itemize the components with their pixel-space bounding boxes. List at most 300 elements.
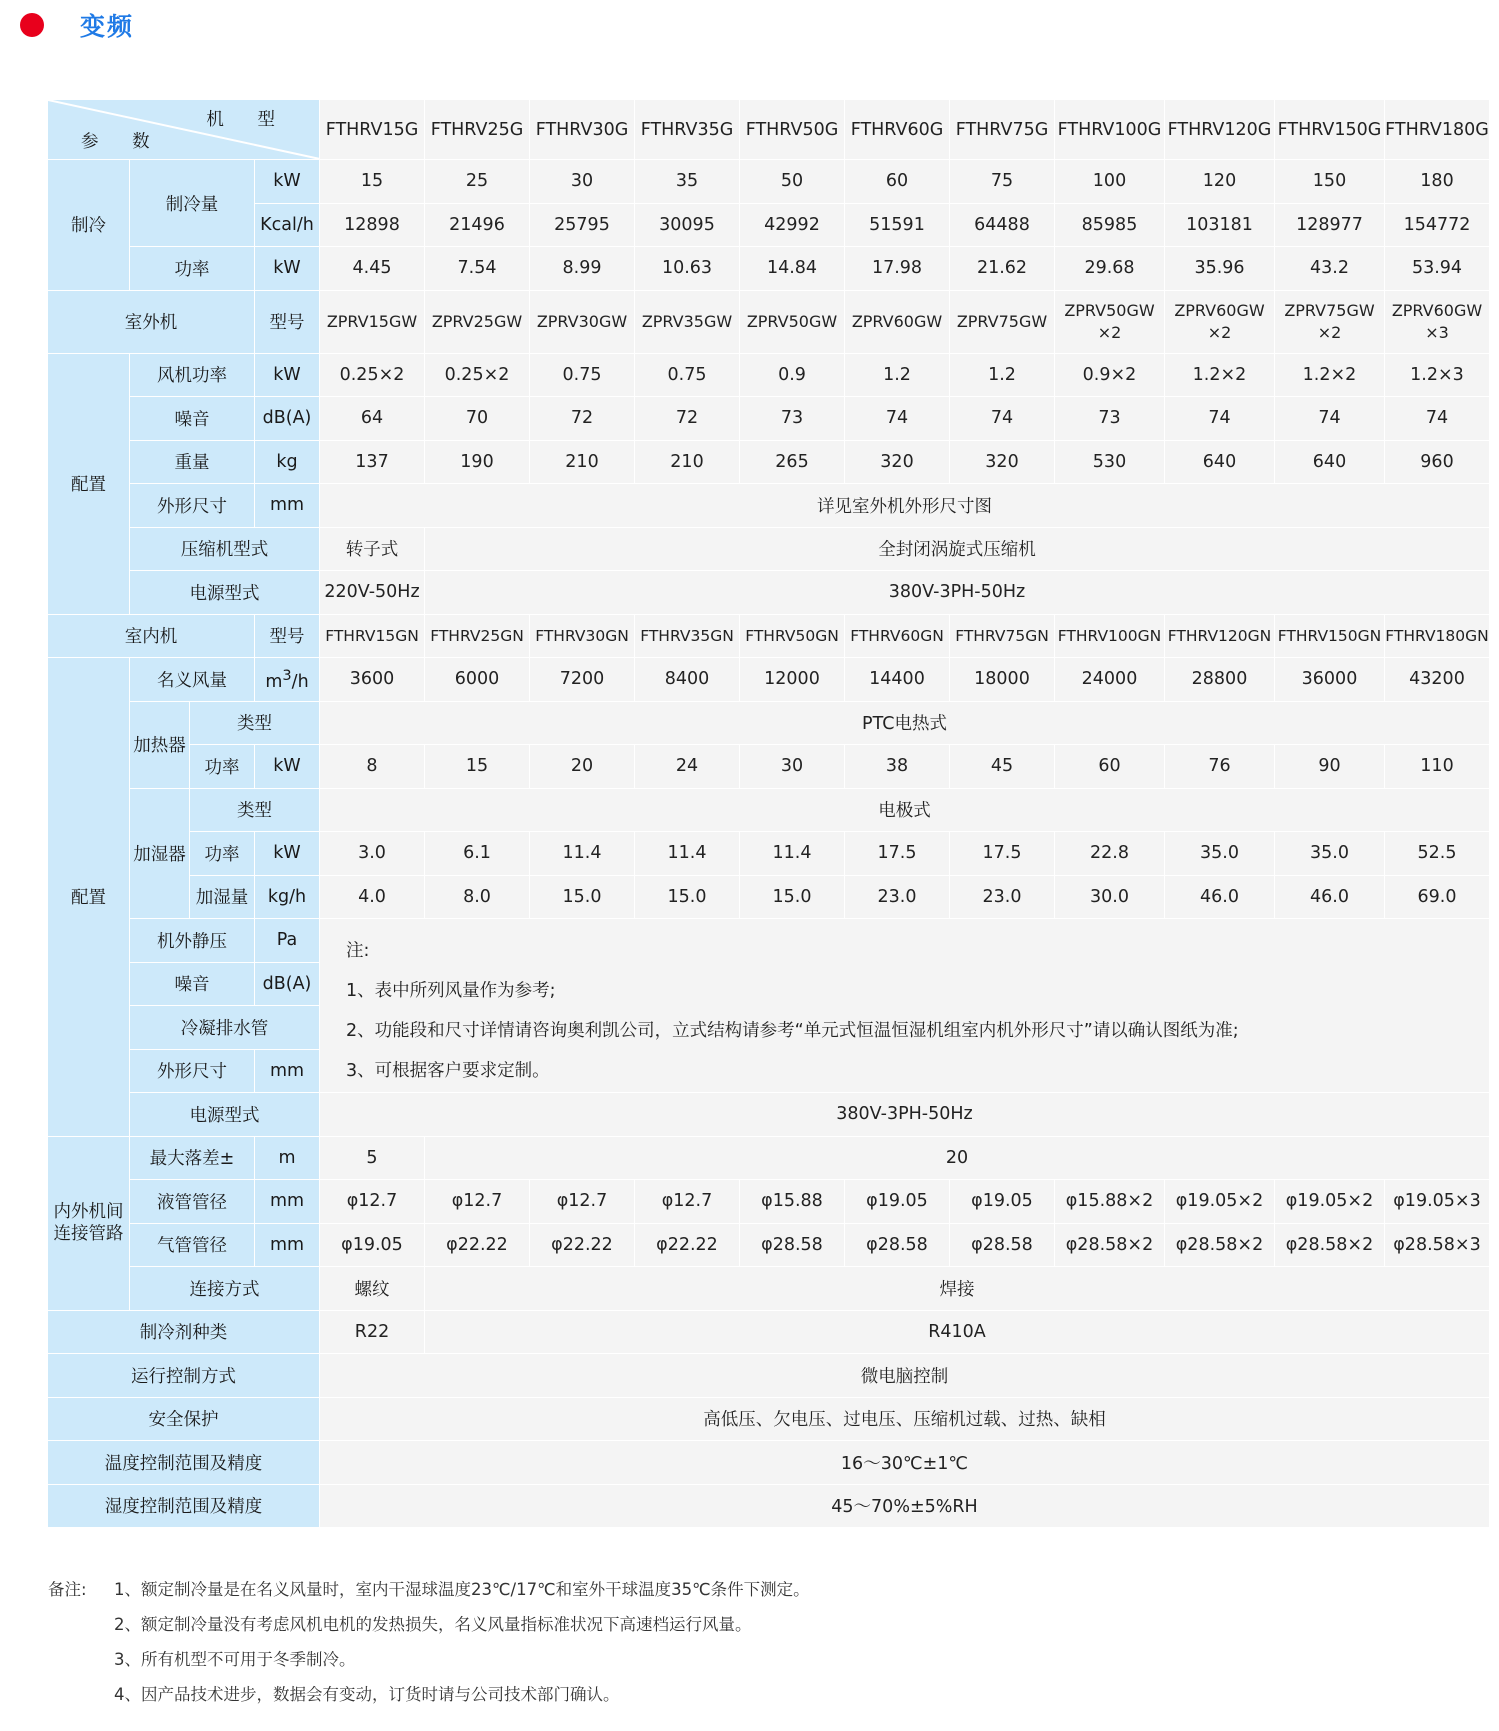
compressor-label: 压缩机型式 [130,528,320,572]
table-cell: 0.9 [740,354,845,398]
table-cell: 转子式 [320,528,425,572]
unit-mm: mm [255,484,320,528]
indoor-power-supply-row [48,1093,1490,1137]
unit-dba: dB(A) [255,397,320,441]
cooling-capacity-kw-row [48,160,1490,204]
humidifier-amount-row [48,876,1490,920]
table-cell: 220V-50Hz [320,571,425,615]
table-cell: 210 [635,441,740,485]
table-cell: 0.75 [635,354,740,398]
model-name: FTHRV180G [1385,100,1490,160]
temp-control-label: 温度控制范围及精度 [48,1441,320,1485]
safety-value: 高低压、欠电压、过电压、压缩机过载、过热、缺相 [320,1398,1490,1442]
table-cell: 6.1 [425,832,530,876]
model-name: FTHRV15G [320,100,425,160]
table-cell: 960 [1385,441,1490,485]
indoor-model: FTHRV30GN [530,615,635,659]
indoor-model: FTHRV120GN [1165,615,1275,659]
table-cell: 6000 [425,658,530,702]
remark-item: 3、所有机型不可用于冬季制冷。 [114,1649,356,1669]
table-cell: 18000 [950,658,1055,702]
table-cell: 530 [1055,441,1165,485]
outdoor-model-name: ZPRV60GW [1391,300,1483,320]
unit-superscript: 3 [282,666,292,684]
notes-title: 注: [346,941,370,961]
table-cell: φ22.22 [530,1224,635,1268]
outdoor-dims-row [48,484,1490,528]
table-cell: 29.68 [1055,247,1165,291]
heater-type-row [48,702,1490,746]
table-cell: 74 [845,397,950,441]
notes-block [346,919,1489,1091]
table-cell: 7200 [530,658,635,702]
indoor-model: FTHRV150GN [1275,615,1385,659]
table-cell: 焊接 [425,1267,1490,1311]
cooling-power-row [48,247,1490,291]
table-cell: 265 [740,441,845,485]
table-cell: φ12.7 [425,1180,530,1224]
table-cell: 90 [1275,745,1385,789]
table-cell: φ28.58×3 [1385,1224,1490,1268]
drain-label: 冷凝排水管 [130,1006,320,1050]
table-cell: φ15.88×2 [1055,1180,1165,1224]
remark-row [48,1640,810,1675]
safety-label: 安全保护 [48,1398,320,1442]
outdoor-fan-power-row [48,354,1490,398]
table-cell: R22 [320,1311,425,1355]
unit-airflow [255,658,320,702]
unit-kw: kW [255,354,320,398]
outdoor-model: ZPRV75GW [950,291,1055,354]
table-cell: 11.4 [740,832,845,876]
humidity-control-label: 湿度控制范围及精度 [48,1485,320,1529]
remark-row [48,1605,810,1640]
refrigerant-label: 制冷剂种类 [48,1311,320,1355]
table-cell: 14400 [845,658,950,702]
table-cell: 20 [530,745,635,789]
table-cell: 25 [425,160,530,204]
table-cell: 23.0 [845,876,950,920]
heater-power-label: 功率 [190,745,255,789]
indoor-model: FTHRV25GN [425,615,530,659]
table-cell: 46.0 [1165,876,1275,920]
outdoor-model: ZPRV35GW [635,291,740,354]
diagonal-header-cell [48,100,320,160]
refrigerant-row [48,1311,1490,1355]
table-cell: φ19.05×2 [1275,1180,1385,1224]
outdoor-model [1275,291,1385,354]
table-cell: 0.25×2 [320,354,425,398]
indoor-model-row [48,615,1490,659]
table-cell: 210 [530,441,635,485]
dims-value: 详见室外机外形尺寸图 [320,484,1490,528]
table-cell: 0.25×2 [425,354,530,398]
table-cell: 21496 [425,204,530,248]
hum-type-value: 电极式 [320,789,1490,833]
table-cell: 0.9×2 [1055,354,1165,398]
table-cell: 11.4 [635,832,740,876]
outdoor-model-name: ZPRV60GW [1174,300,1265,320]
table-cell: 4.0 [320,876,425,920]
table-cell: 73 [1055,397,1165,441]
indoor-model: FTHRV60GN [845,615,950,659]
model-label: 型号 [255,615,320,659]
model-name: FTHRV60G [845,100,950,160]
unit-tail: /h [291,671,309,692]
table-cell: 24 [635,745,740,789]
indoor-unit-label: 室内机 [48,615,255,659]
humidifier-label: 加湿器 [130,789,190,920]
gas-pipe-row [48,1224,1490,1268]
table-cell: 74 [1275,397,1385,441]
table-cell: 51591 [845,204,950,248]
hum-amount-label: 加湿量 [190,876,255,920]
table-cell: φ19.05 [845,1180,950,1224]
table-cell: 30095 [635,204,740,248]
remark-item: 4、因产品技术进步，数据会有变动，订货时请与公司技术部门确认。 [114,1684,620,1704]
model-label: 机 型 [206,110,289,130]
table-cell: 38 [845,745,950,789]
outdoor-noise-row [48,397,1490,441]
humidifier-power-row [48,832,1490,876]
table-cell: 74 [1165,397,1275,441]
model-name: FTHRV75G [950,100,1055,160]
heater-label: 加热器 [130,702,190,789]
unit-mm: mm [255,1180,320,1224]
table-cell: 43200 [1385,658,1490,702]
outdoor-model-name: ZPRV50GW [1064,300,1155,320]
table-cell: 640 [1275,441,1385,485]
noise-label: 噪音 [130,397,255,441]
unit-base: m [265,671,283,692]
outdoor-model [1165,291,1275,354]
table-cell: 60 [845,160,950,204]
table-cell: 30.0 [1055,876,1165,920]
table-cell: 46.0 [1275,876,1385,920]
table-cell: 120 [1165,160,1275,204]
red-dot-icon [20,13,44,37]
outdoor-model-row [48,291,1490,354]
table-cell: 69.0 [1385,876,1490,920]
table-cell: 15.0 [530,876,635,920]
cooling-capacity-kcal-row [48,204,1490,248]
spec-table [48,100,1490,1528]
unit-pa: Pa [255,919,320,963]
table-cell: 3.0 [320,832,425,876]
table-cell: 17.5 [950,832,1055,876]
unit-kg: kg [255,441,320,485]
table-cell: 15.0 [740,876,845,920]
remark-row [48,1675,810,1710]
control-row [48,1354,1490,1398]
model-label: 型号 [255,291,320,354]
table-cell: 180 [1385,160,1490,204]
remark-row [48,1570,810,1605]
table-cell: 35.96 [1165,247,1275,291]
table-cell: 23.0 [950,876,1055,920]
humidifier-type-row [48,789,1490,833]
table-cell: φ19.05×2 [1165,1180,1275,1224]
fan-power-label: 风机功率 [130,354,255,398]
weight-label: 重量 [130,441,255,485]
unit-kw: kW [255,832,320,876]
liquid-pipe-label: 液管管径 [130,1180,255,1224]
unit-mm: mm [255,1224,320,1268]
humidity-control-value: 45～70%±5%RH [320,1485,1490,1529]
control-value: 微电脑控制 [320,1354,1490,1398]
remark-item: 2、额定制冷量没有考虑风机电机的发热损失，名义风量指标准状况下高速档运行风量。 [114,1614,752,1634]
table-cell: 17.5 [845,832,950,876]
outdoor-model-multiplier: ×3 [1425,322,1449,342]
table-cell: 72 [635,397,740,441]
table-cell: 380V-3PH-50Hz [425,571,1490,615]
section-header [20,5,134,45]
table-cell: 35.0 [1165,832,1275,876]
table-cell: φ19.05 [320,1224,425,1268]
table-cell: 85985 [1055,204,1165,248]
table-cell: 25795 [530,204,635,248]
unit-mm: mm [255,1050,320,1094]
indoor-model: FTHRV35GN [635,615,740,659]
outdoor-config-label: 配置 [48,354,130,615]
table-cell: φ28.58×2 [1055,1224,1165,1268]
indoor-config-label: 配置 [48,658,130,1137]
table-cell: 100 [1055,160,1165,204]
indoor-model: FTHRV100GN [1055,615,1165,659]
table-cell: φ28.58 [950,1224,1055,1268]
table-cell: 72 [530,397,635,441]
table-cell: φ28.58 [740,1224,845,1268]
table-cell: 128977 [1275,204,1385,248]
indoor-model: FTHRV180GN [1385,615,1490,659]
notes-cell [320,919,1490,1093]
param-label: 参 数 [81,132,164,152]
unit-m: m [255,1137,320,1181]
table-cell: 15.0 [635,876,740,920]
table-cell: 42992 [740,204,845,248]
table-cell: 50 [740,160,845,204]
table-cell: 150 [1275,160,1385,204]
outdoor-model: ZPRV50GW [740,291,845,354]
safety-row [48,1398,1490,1442]
liquid-pipe-row [48,1180,1490,1224]
table-cell: 14.84 [740,247,845,291]
table-cell: 30 [530,160,635,204]
noise-label: 噪音 [130,963,255,1007]
indoor-model: FTHRV15GN [320,615,425,659]
table-cell: 320 [845,441,950,485]
outdoor-model-multiplier: ×2 [1207,322,1232,342]
humidity-control-row [48,1485,1490,1529]
table-cell: 3600 [320,658,425,702]
dims-label: 外形尺寸 [130,484,255,528]
indoor-model: FTHRV75GN [950,615,1055,659]
outdoor-model-multiplier: ×2 [1317,322,1342,342]
table-cell: φ19.05×3 [1385,1180,1490,1224]
unit-kw: kW [255,247,320,291]
temp-control-row [48,1441,1490,1485]
table-cell: 320 [950,441,1055,485]
table-cell: 20 [425,1137,1490,1181]
outdoor-model-name: ZPRV75GW [1284,300,1375,320]
airflow-row [48,658,1490,702]
section-title: 变频 [80,12,135,41]
table-cell: 75 [950,160,1055,204]
remarks-block [48,1570,810,1710]
outdoor-weight-row [48,441,1490,485]
table-cell: 64488 [950,204,1055,248]
table-cell: 全封闭涡旋式压缩机 [425,528,1490,572]
table-cell: 36000 [1275,658,1385,702]
table-cell: 1.2×2 [1275,354,1385,398]
indoor-model: FTHRV50GN [740,615,845,659]
control-label: 运行控制方式 [48,1354,320,1398]
airflow-label: 名义风量 [130,658,255,702]
table-cell: 17.98 [845,247,950,291]
table-cell: 1.2 [845,354,950,398]
table-cell: 137 [320,441,425,485]
table-cell: 22.8 [1055,832,1165,876]
outdoor-unit-label: 室外机 [48,291,255,354]
table-cell: 35.0 [1275,832,1385,876]
table-cell: 640 [1165,441,1275,485]
table-cell: 53.94 [1385,247,1490,291]
table-cell: 4.45 [320,247,425,291]
table-cell: 21.62 [950,247,1055,291]
table-cell: 64 [320,397,425,441]
note-item: 1、表中所列风量作为参考; [346,981,556,1001]
power-supply-value: 380V-3PH-50Hz [320,1093,1490,1137]
temp-control-value: 16～30℃±1℃ [320,1441,1490,1485]
table-cell: φ15.88 [740,1180,845,1224]
unit-kw: kW [255,745,320,789]
model-name: FTHRV30G [530,100,635,160]
table-cell: 螺纹 [320,1267,425,1311]
hum-type-label: 类型 [190,789,320,833]
table-cell: 60 [1055,745,1165,789]
model-name: FTHRV35G [635,100,740,160]
note-item: 2、功能段和尺寸详情请咨询奥利凯公司，立式结构请参考“单元式恒温恒湿机组室内机外形尺寸”请以确认图纸为准; [346,1021,1239,1041]
table-cell: 28800 [1165,658,1275,702]
cooling-capacity-label: 制冷量 [130,160,255,247]
heater-type-value: PTC电热式 [320,702,1490,746]
remark-item: 1、额定制冷量是在名义风量时，室内干湿球温度23℃/17℃和室外干球温度35℃条件下测定。 [114,1579,810,1599]
table-cell: 5 [320,1137,425,1181]
gas-pipe-label: 气管管径 [130,1224,255,1268]
outdoor-model: ZPRV25GW [425,291,530,354]
table-cell: φ28.58×2 [1165,1224,1275,1268]
table-cell: 8.0 [425,876,530,920]
table-cell: 11.4 [530,832,635,876]
table-cell: 12000 [740,658,845,702]
table-cell: 1.2×3 [1385,354,1490,398]
power-supply-label: 电源型式 [130,1093,320,1137]
unit-kgh: kg/h [255,876,320,920]
table-cell: 1.2 [950,354,1055,398]
max-drop-row [48,1137,1490,1181]
max-drop-label: 最大落差± [130,1137,255,1181]
connection-label: 连接方式 [130,1267,320,1311]
outdoor-model [1055,291,1165,354]
outdoor-model: ZPRV15GW [320,291,425,354]
static-pressure-row [48,919,1490,963]
table-cell: 70 [425,397,530,441]
compressor-row [48,528,1490,572]
table-cell: 103181 [1165,204,1275,248]
table-cell: 45 [950,745,1055,789]
table-cell: 110 [1385,745,1490,789]
table-cell: φ22.22 [425,1224,530,1268]
table-cell: 8400 [635,658,740,702]
table-cell: φ12.7 [530,1180,635,1224]
model-name: FTHRV120G [1165,100,1275,160]
table-cell: φ12.7 [635,1180,740,1224]
table-cell: φ28.58 [845,1224,950,1268]
outdoor-model: ZPRV30GW [530,291,635,354]
table-cell: 8 [320,745,425,789]
unit-kcal: Kcal/h [255,204,320,248]
unit-dba: dB(A) [255,963,320,1007]
table-cell: 76 [1165,745,1275,789]
table-cell: 74 [1385,397,1490,441]
table-cell: 15 [425,745,530,789]
table-cell: 10.63 [635,247,740,291]
cooling-label: 制冷 [48,160,130,291]
model-name: FTHRV100G [1055,100,1165,160]
table-cell: 8.99 [530,247,635,291]
table-cell: φ12.7 [320,1180,425,1224]
table-cell: 24000 [1055,658,1165,702]
outdoor-power-supply-row [48,571,1490,615]
table-cell: 35 [635,160,740,204]
hum-power-label: 功率 [190,832,255,876]
note-item: 3、可根据客户要求定制。 [346,1061,550,1081]
dims-label: 外形尺寸 [130,1050,255,1094]
connection-row [48,1267,1490,1311]
model-name: FTHRV50G [740,100,845,160]
table-cell: 15 [320,160,425,204]
table-cell: 73 [740,397,845,441]
static-pressure-label: 机外静压 [130,919,255,963]
power-supply-label: 电源型式 [130,571,320,615]
table-cell: 7.54 [425,247,530,291]
table-cell: 0.75 [530,354,635,398]
outdoor-model-multiplier: ×2 [1097,322,1122,342]
piping-label-line2: 连接管路 [53,1224,124,1244]
table-cell: φ19.05 [950,1180,1055,1224]
table-cell: 30 [740,745,845,789]
unit-kw: kW [255,160,320,204]
table-cell: 154772 [1385,204,1490,248]
table-cell: φ28.58×2 [1275,1224,1385,1268]
model-name: FTHRV25G [425,100,530,160]
table-cell: φ22.22 [635,1224,740,1268]
outdoor-model [1385,291,1490,354]
piping-label-line1: 内外机间 [53,1202,124,1222]
table-cell: 74 [950,397,1055,441]
table-cell: 190 [425,441,530,485]
outdoor-model: ZPRV60GW [845,291,950,354]
header-row [48,100,1490,160]
piping-label [48,1137,130,1311]
table-cell: 43.2 [1275,247,1385,291]
cooling-power-label: 功率 [130,247,255,291]
table-cell: 1.2×2 [1165,354,1275,398]
table-cell: 52.5 [1385,832,1490,876]
heater-type-label: 类型 [190,702,320,746]
table-cell: R410A [425,1311,1490,1355]
table-cell: 12898 [320,204,425,248]
